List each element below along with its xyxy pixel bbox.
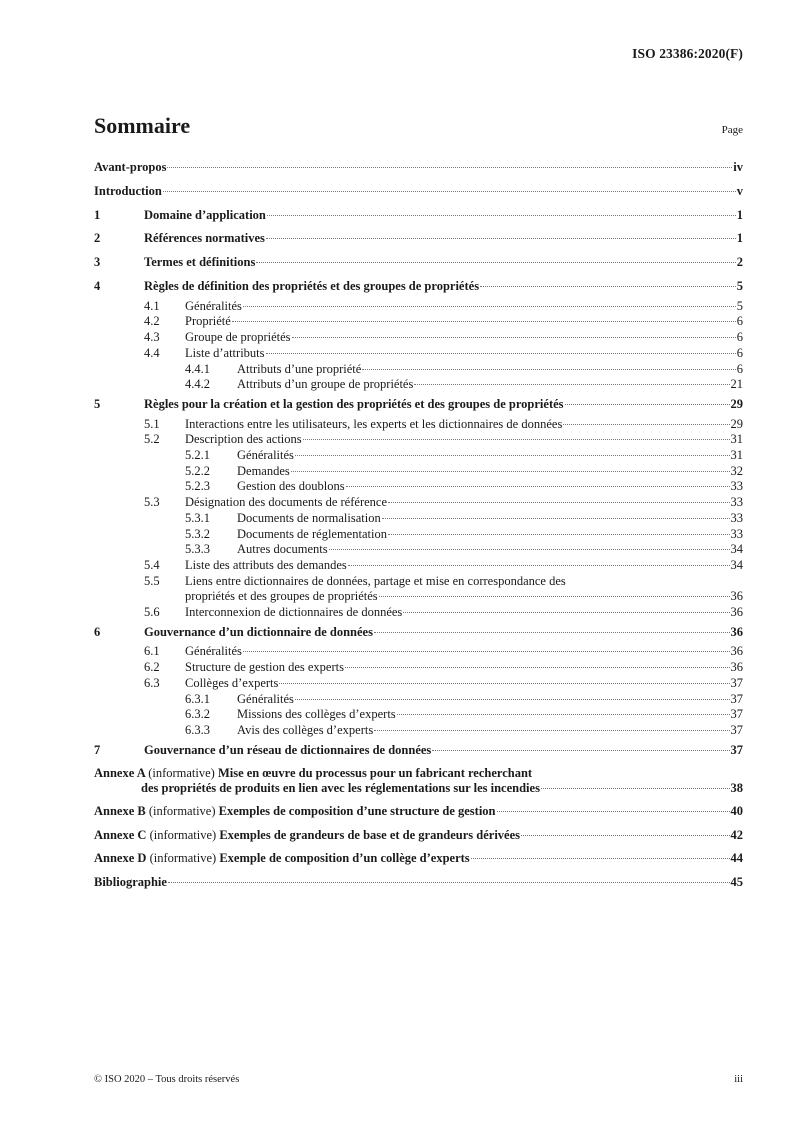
leader-dots (563, 424, 729, 425)
toc-entry-4-4-2[interactable]: 4.4.2 Attributs d’un groupe de propriétés 21 (185, 377, 743, 392)
toc-entry-annex-b[interactable]: Annexe B (informative) Exemples de composition d’une structure de gestion 40 (94, 803, 743, 818)
toc-entry-6-3-2[interactable]: 6.3.2 Missions des collèges d’experts 37 (185, 707, 743, 722)
toc-entry-annex-a[interactable]: Annexe A (informative) Mise en œuvre du processus pour un fabricant recherchant des propriétés de produits en lien avec les réglementations sur les incendies 38 (94, 766, 743, 796)
leader-dots (243, 651, 730, 652)
toc-entry-6[interactable]: 6 Gouvernance d’un dictionnaire de données 36 (94, 624, 743, 639)
toc-entry-5-3-3[interactable]: 5.3.3 Autres documents 34 (185, 542, 743, 557)
leader-dots (414, 384, 729, 385)
leader-dots (232, 321, 736, 322)
toc-entry-5-6[interactable]: 5.6 Interconnexion de dictionnaires de données 36 (144, 604, 743, 619)
leader-dots (168, 882, 730, 883)
toc-entry-5-2[interactable]: 5.2 Description des actions 31 (144, 432, 743, 447)
toc-entry-5-2-3[interactable]: 5.2.3 Gestion des doublons 33 (185, 479, 743, 494)
page-number: iii (734, 1074, 743, 1085)
toc-entry-5-2-2[interactable]: 5.2.2 Demandes 32 (185, 463, 743, 478)
leader-dots (471, 858, 730, 859)
leader-dots (279, 683, 729, 684)
toc-entry-6-3[interactable]: 6.3 Collèges d’experts 37 (144, 675, 743, 690)
leader-dots (329, 549, 730, 550)
leader-dots (382, 518, 730, 519)
leader-dots (565, 404, 730, 405)
leader-dots (303, 439, 730, 440)
leader-dots (379, 596, 730, 597)
leader-dots (388, 534, 730, 535)
leader-dots (295, 455, 730, 456)
toc-entry-5[interactable]: 5 Règles pour la création et la gestion des propriétés et des groupes de propriétés 29 (94, 396, 743, 411)
page-title: Sommaire (94, 113, 191, 138)
leader-dots (403, 612, 729, 613)
toc-entry-5-4[interactable]: 5.4 Liste des attributs des demandes 34 (144, 557, 743, 572)
page-column-label: Page (721, 124, 743, 136)
toc-entry-6-2[interactable]: 6.2 Structure de gestion des experts 36 (144, 660, 743, 675)
leader-dots (497, 811, 730, 812)
toc-entry-2[interactable]: 2 Références normatives 1 (94, 231, 743, 246)
toc-entry-5-3-1[interactable]: 5.3.1 Documents de normalisation 33 (185, 510, 743, 525)
toc-entry-4[interactable]: 4 Règles de définition des propriétés et des groupes de propriétés 5 (94, 278, 743, 293)
leader-dots (346, 486, 730, 487)
toc-entry-1[interactable]: 1 Domaine d’application 1 (94, 207, 743, 222)
toc-entry-4-2[interactable]: 4.2 Propriété 6 (144, 314, 743, 329)
leader-dots (541, 788, 730, 789)
title-row (94, 113, 743, 139)
table-of-contents (94, 156, 743, 895)
leader-dots (432, 750, 729, 751)
leader-dots (388, 502, 729, 503)
leader-dots (345, 667, 730, 668)
toc-entry-annex-c[interactable]: Annexe C (informative) Exemples de grandeurs de base et de grandeurs dérivées 42 (94, 827, 743, 842)
leader-dots (374, 730, 729, 731)
leader-dots (295, 699, 730, 700)
page-footer (94, 1074, 743, 1085)
leader-dots (397, 714, 730, 715)
leader-dots (256, 262, 735, 263)
leader-dots (374, 632, 730, 633)
leader-dots (163, 191, 736, 192)
toc-entry-avant-propos[interactable]: Avant-propos iv (94, 160, 743, 174)
toc-entry-6-3-3[interactable]: 6.3.3 Avis des collèges d’experts 37 (185, 722, 743, 737)
toc-entry-7[interactable]: 7 Gouvernance d’un réseau de dictionnaires de données 37 (94, 742, 743, 757)
toc-entry-4-1[interactable]: 4.1 Généralités 5 (144, 298, 743, 313)
toc-entry-3[interactable]: 3 Termes et définitions 2 (94, 255, 743, 270)
toc-entry-5-2-1[interactable]: 5.2.1 Généralités 31 (185, 448, 743, 463)
leader-dots (362, 369, 735, 370)
toc-entry-introduction[interactable]: Introduction v (94, 183, 743, 198)
toc-entry-5-3-2[interactable]: 5.3.2 Documents de réglementation 33 (185, 526, 743, 541)
toc-entry-4-4[interactable]: 4.4 Liste d’attributs 6 (144, 345, 743, 360)
copyright-notice: © ISO 2020 – Tous droits réservés (94, 1074, 240, 1085)
toc-entry-annex-d[interactable]: Annexe D (informative) Exemple de composition d’un collège d’experts 44 (94, 851, 743, 866)
leader-dots (292, 337, 736, 338)
leader-dots (521, 835, 730, 836)
leader-dots (480, 286, 736, 287)
leader-dots (266, 238, 736, 239)
toc-entry-6-1[interactable]: 6.1 Généralités 36 (144, 644, 743, 659)
leader-dots (167, 167, 732, 168)
document-code: ISO 23386:2020(F) (632, 46, 743, 61)
toc-entry-5-3[interactable]: 5.3 Désignation des documents de référence 33 (144, 495, 743, 510)
leader-dots (266, 353, 736, 354)
leader-dots (243, 306, 736, 307)
leader-dots (348, 565, 730, 566)
toc-entry-4-3[interactable]: 4.3 Groupe de propriétés 6 (144, 330, 743, 345)
toc-entry-5-1[interactable]: 5.1 Interactions entre les utilisateurs, les experts et les dictionnaires de données 29 (144, 416, 743, 431)
toc-entry-bibliographie[interactable]: Bibliographie 45 (94, 875, 743, 890)
leader-dots (291, 471, 730, 472)
leader-dots (267, 215, 736, 216)
toc-entry-5-5[interactable]: 5.5 Liens entre dictionnaires de données, partage et mise en correspondance des propriétés et des groupes de propriétés 36 (144, 573, 743, 604)
toc-entry-6-3-1[interactable]: 6.3.1 Généralités 37 (185, 691, 743, 706)
toc-entry-4-4-1[interactable]: 4.4.1 Attributs d’une propriété 6 (185, 361, 743, 376)
